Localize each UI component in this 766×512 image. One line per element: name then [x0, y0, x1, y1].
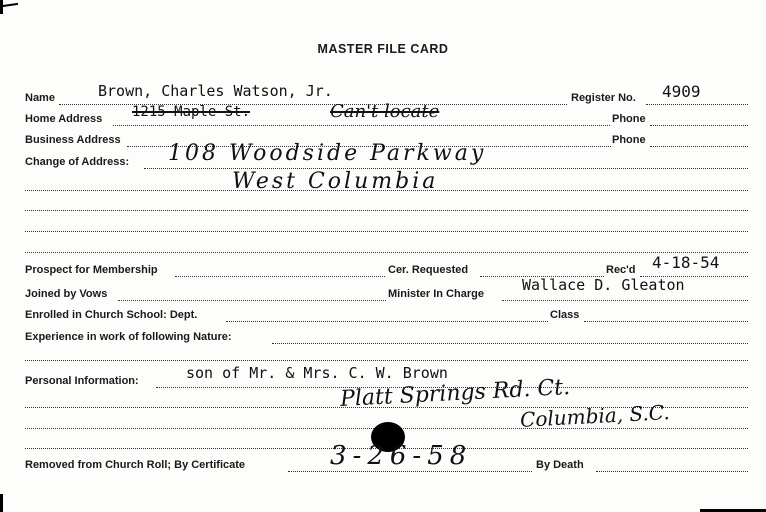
enrolled-line	[226, 321, 548, 322]
by-death-line	[596, 471, 748, 472]
prospect-line	[175, 276, 385, 277]
change-of-address-line2: West Columbia	[232, 169, 439, 194]
home-address-line	[113, 125, 610, 126]
home-address-label: Home Address	[25, 113, 103, 125]
certificate-date-value: 3-26-58	[330, 441, 473, 471]
blank-line-1	[25, 190, 748, 191]
personal-info-value: son of Mr. & Mrs. C. W. Brown	[186, 364, 448, 382]
experience-line	[272, 343, 748, 344]
home-phone-line	[650, 125, 748, 126]
blank-line-2	[25, 210, 748, 211]
change-of-address-label: Change of Address:	[25, 156, 130, 168]
minister-line	[502, 300, 748, 301]
minister-label: Minister In Charge	[388, 288, 484, 300]
register-no-value: 4909	[662, 82, 701, 101]
removed-line	[288, 471, 532, 472]
class-line	[584, 321, 748, 322]
name-label: Name	[25, 92, 55, 104]
by-death-label: By Death	[536, 459, 584, 471]
joined-by-vows-line	[118, 300, 386, 301]
personal-note-line2: Columbia, S.C.	[519, 400, 671, 432]
business-address-label: Business Address	[25, 134, 121, 146]
experience-label: Experience in work of following Nature:	[25, 331, 232, 343]
blank-line-5	[25, 360, 748, 361]
blank-line-3	[25, 231, 748, 232]
enrolled-label: Enrolled in Church School: Dept.	[25, 309, 198, 321]
change-of-address-line1: 108 Woodside Parkway	[168, 141, 487, 166]
corner-mark-top-left-tick	[2, 3, 18, 7]
business-phone-label: Phone	[612, 134, 646, 146]
home-phone-label: Phone	[612, 113, 646, 125]
joined-by-vows-label: Joined by Vows	[25, 288, 108, 300]
removed-label: Removed from Church Roll; By Certificate	[25, 459, 246, 471]
prospect-label: Prospect for Membership	[25, 264, 158, 276]
class-label: Class	[550, 309, 580, 321]
name-value: Brown, Charles Watson, Jr.	[98, 82, 333, 100]
blank-line-4	[25, 252, 748, 253]
corner-mark-bottom-left	[0, 494, 3, 512]
register-no-line	[646, 104, 748, 105]
card-title: MASTER FILE CARD	[317, 42, 449, 56]
home-address-note: Can't locate	[330, 101, 440, 122]
business-phone-line	[650, 146, 748, 147]
home-address-value: 1215 Maple St.	[132, 104, 251, 120]
recd-date-value: 4-18-54	[652, 253, 720, 272]
recd-label: Rec'd	[606, 264, 636, 276]
personal-note-line1: Platt Springs Rd. Ct.	[339, 374, 571, 413]
personal-info-label: Personal Information:	[25, 375, 139, 387]
minister-value: Wallace D. Gleaton	[522, 276, 685, 294]
cer-requested-label: Cer. Requested	[388, 264, 469, 276]
register-no-label: Register No.	[571, 92, 636, 104]
